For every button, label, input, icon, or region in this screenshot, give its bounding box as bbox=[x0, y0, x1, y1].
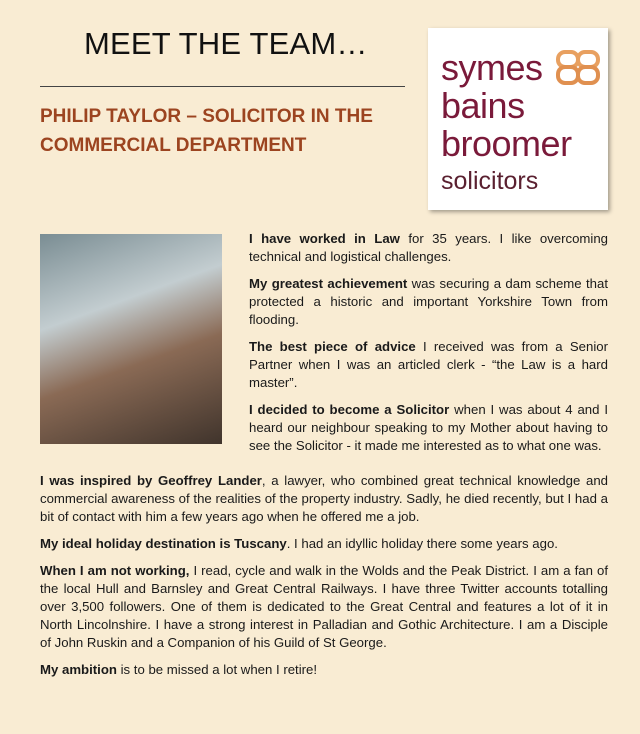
company-logo bbox=[428, 28, 608, 210]
para-lead: When I am not working, bbox=[40, 563, 190, 578]
paragraph bbox=[40, 472, 608, 526]
para-text: when I was about 4 and I heard our neighbour speaking to my Mother about having to see the Solicitor - it made me interested as to what one was. bbox=[249, 402, 608, 453]
para-lead: I have worked in Law bbox=[249, 231, 400, 246]
paragraph bbox=[40, 661, 608, 679]
para-lead: The best piece of advice bbox=[249, 339, 416, 354]
paragraph bbox=[249, 275, 608, 329]
para-lead: I decided to become a Solicitor bbox=[249, 402, 450, 417]
portrait-photo bbox=[40, 234, 222, 444]
paragraph bbox=[249, 401, 608, 455]
intro-row bbox=[40, 230, 608, 464]
para-text: . I had an idyllic holiday there some years ago. bbox=[286, 536, 558, 551]
logo-mark-icon bbox=[556, 50, 600, 86]
logo-word: symes bbox=[441, 47, 543, 88]
para-text: for 35 years. I like overcoming technical and logistical challenges. bbox=[249, 231, 608, 264]
para-lead: My ideal holiday destination is Tuscany bbox=[40, 536, 287, 551]
paragraph bbox=[40, 562, 608, 652]
intro-column bbox=[249, 230, 608, 464]
para-lead: My greatest achievement bbox=[249, 276, 408, 291]
logo-word: bains bbox=[441, 85, 525, 126]
para-text: is to be missed a lot when I retire! bbox=[116, 662, 318, 677]
para-text: I received was from a Senior Partner when I was an articled clerk - “the Law is a hard master”. bbox=[249, 339, 608, 390]
para-lead: My ambition bbox=[40, 662, 117, 677]
para-lead: I was inspired by Geoffrey Lander bbox=[40, 473, 262, 488]
para-text: I read, cycle and walk in the Wolds and the Peak District. I am a fan of the local Hull and Barnsley and Great Central Railways. I have three Twitter accounts totalling over 3,500 followers. One of them is dedicated to the Great Central and features a lot of it in North Lincolnshire. I have a strong interest in Palladian and Gothic Architecture. I am a Disciple of John Ruskin and a Companion of his Guild of St George. bbox=[40, 563, 608, 650]
para-text: was securing a dam scheme that protected a historic and important Yorkshire Town from flooding. bbox=[249, 276, 608, 327]
paragraph bbox=[40, 535, 608, 553]
paragraph bbox=[249, 338, 608, 392]
paragraph bbox=[249, 230, 608, 266]
content bbox=[40, 230, 608, 688]
subtitle: PHILIP TAYLOR – SOLICITOR IN THE COMMERCIAL DEPARTMENT bbox=[40, 106, 373, 156]
body-text bbox=[40, 472, 608, 679]
para-text: , a lawyer, who combined great technical knowledge and commercial awareness of the realities of the property industry. Sadly, he died recently, but I had a bit of contact with him a few years ago when he offered me a job. bbox=[40, 473, 609, 524]
page-title: MEET THE TEAM… bbox=[84, 26, 368, 61]
logo-word: solicitors bbox=[441, 167, 539, 195]
logo-word: broomer bbox=[441, 123, 572, 164]
divider bbox=[40, 86, 405, 87]
